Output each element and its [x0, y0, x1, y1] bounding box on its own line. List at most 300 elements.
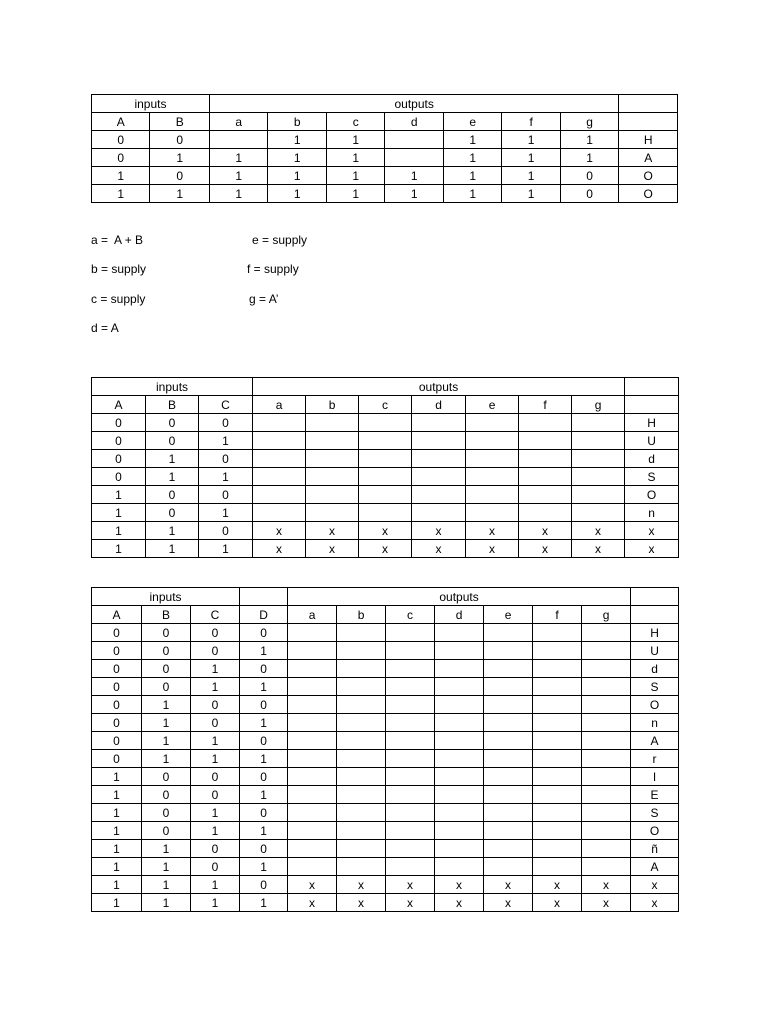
column-header: D	[240, 606, 288, 624]
table-cell: 1	[268, 185, 326, 203]
table-cell: 0	[142, 678, 191, 696]
table-cell: 1	[146, 450, 199, 468]
table-cell: 0	[191, 840, 240, 858]
table-cell	[288, 858, 337, 876]
table-cell	[386, 786, 435, 804]
table-cell: 0	[142, 768, 191, 786]
table-cell: 0	[560, 185, 619, 203]
table-row	[92, 149, 678, 167]
table-cell: 1	[240, 750, 288, 768]
table-cell	[435, 840, 484, 858]
table-cell	[484, 822, 533, 840]
column-header	[625, 396, 679, 414]
column-header: C	[191, 606, 240, 624]
table-cell: 0	[92, 624, 142, 642]
table-cell: x	[253, 540, 306, 558]
table-cell	[253, 450, 306, 468]
column-header: A	[92, 396, 146, 414]
table-cell: x	[631, 876, 679, 894]
table-cell	[572, 486, 625, 504]
truth-table-2-input	[91, 94, 678, 203]
table-cell: 1	[142, 894, 191, 912]
table-cell: 0	[191, 696, 240, 714]
table-cell: d	[625, 450, 679, 468]
table-row	[92, 522, 679, 540]
table-cell	[386, 642, 435, 660]
table-cell: x	[412, 522, 466, 540]
table-cell: U	[631, 642, 679, 660]
table-cell: 0	[92, 131, 150, 149]
table-cell: 1	[191, 732, 240, 750]
table-cell	[466, 504, 519, 522]
equation-c: c = supply	[91, 292, 146, 306]
table-cell	[306, 414, 359, 432]
table-cell	[386, 822, 435, 840]
table-cell	[484, 714, 533, 732]
table-cell	[288, 732, 337, 750]
table-row	[92, 131, 678, 149]
table-cell: 0	[142, 804, 191, 822]
table-cell: 1	[240, 894, 288, 912]
table-cell: d	[631, 660, 679, 678]
table-cell: 0	[142, 786, 191, 804]
table-cell	[412, 468, 466, 486]
table-cell: S	[631, 678, 679, 696]
table-cell	[435, 750, 484, 768]
table-cell: 1	[150, 149, 210, 167]
table-cell: 1	[209, 185, 267, 203]
table-cell: 1	[209, 149, 267, 167]
table-cell	[306, 468, 359, 486]
table-cell: 0	[191, 624, 240, 642]
table-cell: x	[625, 540, 679, 558]
table-cell: 1	[92, 768, 142, 786]
table-cell: x	[288, 894, 337, 912]
table-cell: 1	[268, 131, 326, 149]
table-cell: 1	[326, 185, 384, 203]
table-cell	[435, 678, 484, 696]
table-cell: 0	[199, 486, 253, 504]
table-row	[92, 894, 679, 912]
table-cell: 1	[146, 522, 199, 540]
table-cell: x	[435, 876, 484, 894]
table-cell: 0	[92, 414, 146, 432]
truth-table-4-input	[91, 587, 679, 912]
table-cell: H	[631, 624, 679, 642]
table-cell: 1	[92, 840, 142, 858]
table-row	[92, 432, 679, 450]
table-cell	[484, 786, 533, 804]
table-cell: ñ	[631, 840, 679, 858]
column-header-row	[92, 113, 678, 131]
column-header-row	[92, 396, 679, 414]
outputs-header: outputs	[288, 588, 631, 606]
table-cell	[386, 750, 435, 768]
equation-g: g = A’	[249, 292, 279, 306]
equation-b: b = supply	[91, 262, 147, 276]
table-cell: 0	[92, 732, 142, 750]
table-row	[92, 714, 679, 732]
table-cell: 1	[92, 185, 150, 203]
table-cell: x	[582, 894, 631, 912]
table-cell: 0	[191, 858, 240, 876]
table-cell: 1	[92, 786, 142, 804]
table-cell	[386, 714, 435, 732]
table-cell	[359, 486, 412, 504]
table-row	[92, 185, 678, 203]
table-cell	[582, 696, 631, 714]
table-cell	[288, 768, 337, 786]
table-row	[92, 804, 679, 822]
table-cell: x	[466, 522, 519, 540]
equation-d: d = A	[91, 321, 119, 335]
table-cell: 1	[142, 750, 191, 768]
table-cell	[306, 504, 359, 522]
table-cell: 1	[502, 167, 560, 185]
table-cell: 1	[443, 185, 501, 203]
table-cell: n	[625, 504, 679, 522]
table-cell	[337, 768, 386, 786]
column-header	[631, 606, 679, 624]
table-cell	[412, 486, 466, 504]
table-cell: 1	[92, 804, 142, 822]
column-header: f	[519, 396, 572, 414]
table-cell: 0	[199, 414, 253, 432]
table-cell: 1	[240, 822, 288, 840]
table-row	[92, 840, 679, 858]
column-header: A	[92, 606, 142, 624]
table-cell	[435, 714, 484, 732]
table-row	[92, 876, 679, 894]
table-cell	[533, 858, 582, 876]
inputs-header: inputs	[92, 588, 240, 606]
table-cell	[484, 678, 533, 696]
table-cell: x	[337, 894, 386, 912]
blank-header	[240, 588, 288, 606]
table-cell	[533, 660, 582, 678]
table-row	[92, 468, 679, 486]
table-cell: 1	[443, 149, 501, 167]
blank-header	[625, 378, 679, 396]
table-cell	[359, 468, 412, 486]
column-header: a	[288, 606, 337, 624]
table-cell: x	[412, 540, 466, 558]
table-cell: 1	[150, 185, 210, 203]
column-header: b	[337, 606, 386, 624]
table-cell: x	[386, 876, 435, 894]
table-cell	[306, 450, 359, 468]
table-cell: 1	[191, 660, 240, 678]
column-header: b	[306, 396, 359, 414]
table-cell	[385, 149, 443, 167]
table-cell	[359, 450, 412, 468]
table-cell	[484, 642, 533, 660]
table-cell	[435, 858, 484, 876]
table-cell: 0	[240, 624, 288, 642]
table-cell: O	[619, 185, 678, 203]
table-cell	[484, 804, 533, 822]
column-header: f	[502, 113, 560, 131]
table-cell	[582, 822, 631, 840]
table-cell	[533, 642, 582, 660]
column-header: g	[582, 606, 631, 624]
column-header: B	[150, 113, 210, 131]
column-header: a	[209, 113, 267, 131]
table-cell: 0	[191, 768, 240, 786]
table-cell: 1	[191, 876, 240, 894]
table-cell	[484, 750, 533, 768]
table-cell: 0	[199, 450, 253, 468]
table-cell: O	[619, 167, 678, 185]
table-cell	[572, 450, 625, 468]
table-cell	[288, 786, 337, 804]
table-cell	[435, 768, 484, 786]
table-cell	[288, 714, 337, 732]
table-cell: 0	[240, 804, 288, 822]
table-cell: x	[484, 894, 533, 912]
table-cell: 1	[191, 894, 240, 912]
table-cell	[533, 840, 582, 858]
table-cell: x	[306, 522, 359, 540]
table-cell	[386, 732, 435, 750]
table-cell: 0	[92, 149, 150, 167]
table-cell: 0	[191, 714, 240, 732]
table-cell: 0	[191, 786, 240, 804]
table-row	[92, 540, 679, 558]
table-cell: 1	[92, 858, 142, 876]
table-cell	[533, 624, 582, 642]
table-cell	[582, 858, 631, 876]
blank-header	[619, 95, 678, 113]
table-cell: 1	[560, 131, 619, 149]
table-cell: 0	[240, 768, 288, 786]
table-cell: x	[519, 540, 572, 558]
table-cell: 1	[146, 468, 199, 486]
table-cell: 0	[146, 432, 199, 450]
table-cell	[582, 786, 631, 804]
table-cell: 1	[199, 504, 253, 522]
column-header: c	[359, 396, 412, 414]
table-cell	[288, 678, 337, 696]
table-cell	[288, 840, 337, 858]
table-row	[92, 732, 679, 750]
table-cell	[253, 414, 306, 432]
table-cell	[533, 714, 582, 732]
table-cell: 1	[502, 131, 560, 149]
table-cell: x	[519, 522, 572, 540]
table-cell: x	[533, 876, 582, 894]
table-cell: x	[253, 522, 306, 540]
table-cell	[337, 786, 386, 804]
table-cell: 0	[240, 660, 288, 678]
table-cell: 1	[326, 149, 384, 167]
table-cell: 0	[240, 696, 288, 714]
table-cell	[519, 450, 572, 468]
table-cell	[209, 131, 267, 149]
table-cell: 1	[92, 876, 142, 894]
table-cell: 1	[240, 642, 288, 660]
table-row	[92, 167, 678, 185]
table-cell	[484, 840, 533, 858]
table-cell: O	[631, 822, 679, 840]
table-cell: x	[533, 894, 582, 912]
table-cell	[337, 642, 386, 660]
table-cell	[337, 714, 386, 732]
table-cell: x	[386, 894, 435, 912]
equation-a: a = A + B	[91, 233, 144, 247]
table-row	[92, 504, 679, 522]
column-header: B	[142, 606, 191, 624]
table-row	[92, 786, 679, 804]
table-cell: n	[631, 714, 679, 732]
table-body	[92, 113, 678, 203]
table-cell	[288, 696, 337, 714]
table-cell: 1	[191, 750, 240, 768]
table-cell: x	[359, 522, 412, 540]
table-cell: 0	[92, 642, 142, 660]
table-cell: U	[625, 432, 679, 450]
table-cell	[337, 660, 386, 678]
table-cell: 0	[92, 468, 146, 486]
table-cell	[519, 468, 572, 486]
table-cell	[386, 804, 435, 822]
table-cell	[533, 750, 582, 768]
table-cell	[466, 486, 519, 504]
table-cell: 1	[385, 185, 443, 203]
table-cell	[412, 432, 466, 450]
table-cell: x	[582, 876, 631, 894]
table-cell: 1	[92, 822, 142, 840]
table-cell	[288, 624, 337, 642]
table-cell: O	[631, 696, 679, 714]
table-cell: 1	[92, 540, 146, 558]
table-cell: x	[288, 876, 337, 894]
table-cell	[435, 822, 484, 840]
table-cell: 0	[92, 678, 142, 696]
table-cell	[337, 678, 386, 696]
table-cell	[519, 486, 572, 504]
table-cell	[572, 468, 625, 486]
table-cell: S	[631, 804, 679, 822]
table-cell: 0	[240, 840, 288, 858]
table-cell: 1	[240, 678, 288, 696]
column-header: a	[253, 396, 306, 414]
table-cell	[386, 678, 435, 696]
table-cell	[533, 732, 582, 750]
table-cell	[582, 678, 631, 696]
table-cell: 1	[146, 540, 199, 558]
table-cell: x	[306, 540, 359, 558]
table-cell	[386, 660, 435, 678]
table-row	[92, 660, 679, 678]
table-cell	[533, 696, 582, 714]
table-cell	[253, 468, 306, 486]
table-cell	[386, 696, 435, 714]
group-header-row	[92, 95, 678, 113]
table-cell	[337, 732, 386, 750]
table-cell: x	[435, 894, 484, 912]
table-cell: 1	[240, 858, 288, 876]
table-row	[92, 696, 679, 714]
table-cell: 1	[191, 804, 240, 822]
table-cell	[582, 660, 631, 678]
table-cell	[337, 750, 386, 768]
table-cell	[306, 432, 359, 450]
table-cell	[519, 504, 572, 522]
table-cell: 1	[191, 678, 240, 696]
column-header: g	[560, 113, 619, 131]
table-cell	[435, 642, 484, 660]
table-cell: x	[359, 540, 412, 558]
table-cell: 1	[268, 167, 326, 185]
table-cell	[572, 414, 625, 432]
table-row	[92, 414, 679, 432]
table-cell	[337, 822, 386, 840]
table-cell: 1	[142, 858, 191, 876]
table-cell: O	[625, 486, 679, 504]
table-cell: 1	[443, 167, 501, 185]
column-header: A	[92, 113, 150, 131]
table-cell	[572, 432, 625, 450]
table-cell: 1	[268, 149, 326, 167]
group-header-row	[92, 378, 679, 396]
table-cell	[435, 660, 484, 678]
table-cell: 0	[142, 642, 191, 660]
table-cell: x	[625, 522, 679, 540]
table-cell	[385, 131, 443, 149]
table-cell: A	[631, 858, 679, 876]
table-cell: 1	[92, 522, 146, 540]
table-cell: 1	[199, 432, 253, 450]
table-cell: 1	[142, 696, 191, 714]
table-cell: 0	[240, 876, 288, 894]
table-cell: 0	[92, 432, 146, 450]
table-cell	[533, 678, 582, 696]
table-cell	[359, 414, 412, 432]
column-header: d	[385, 113, 443, 131]
table-cell	[484, 858, 533, 876]
table-cell: x	[484, 876, 533, 894]
table-cell	[337, 624, 386, 642]
table-cell	[337, 804, 386, 822]
table-cell	[484, 696, 533, 714]
table-cell	[337, 858, 386, 876]
table-cell: 1	[92, 167, 150, 185]
table-row	[92, 642, 679, 660]
table-cell	[253, 504, 306, 522]
table-cell	[412, 504, 466, 522]
table-cell	[484, 768, 533, 786]
table-body	[92, 606, 679, 912]
table-cell	[572, 504, 625, 522]
table-cell: H	[625, 414, 679, 432]
table-cell: 0	[142, 660, 191, 678]
table-cell: 1	[191, 822, 240, 840]
table-cell: 1	[326, 167, 384, 185]
table-cell: 0	[150, 167, 210, 185]
table-cell	[582, 750, 631, 768]
table-cell: 0	[146, 486, 199, 504]
table-row	[92, 450, 679, 468]
table-cell	[435, 696, 484, 714]
table-cell: 1	[142, 840, 191, 858]
table-cell	[337, 696, 386, 714]
table-cell	[484, 624, 533, 642]
table-cell: 0	[146, 414, 199, 432]
table-cell: 1	[142, 732, 191, 750]
table-cell	[288, 660, 337, 678]
table-cell: x	[631, 894, 679, 912]
